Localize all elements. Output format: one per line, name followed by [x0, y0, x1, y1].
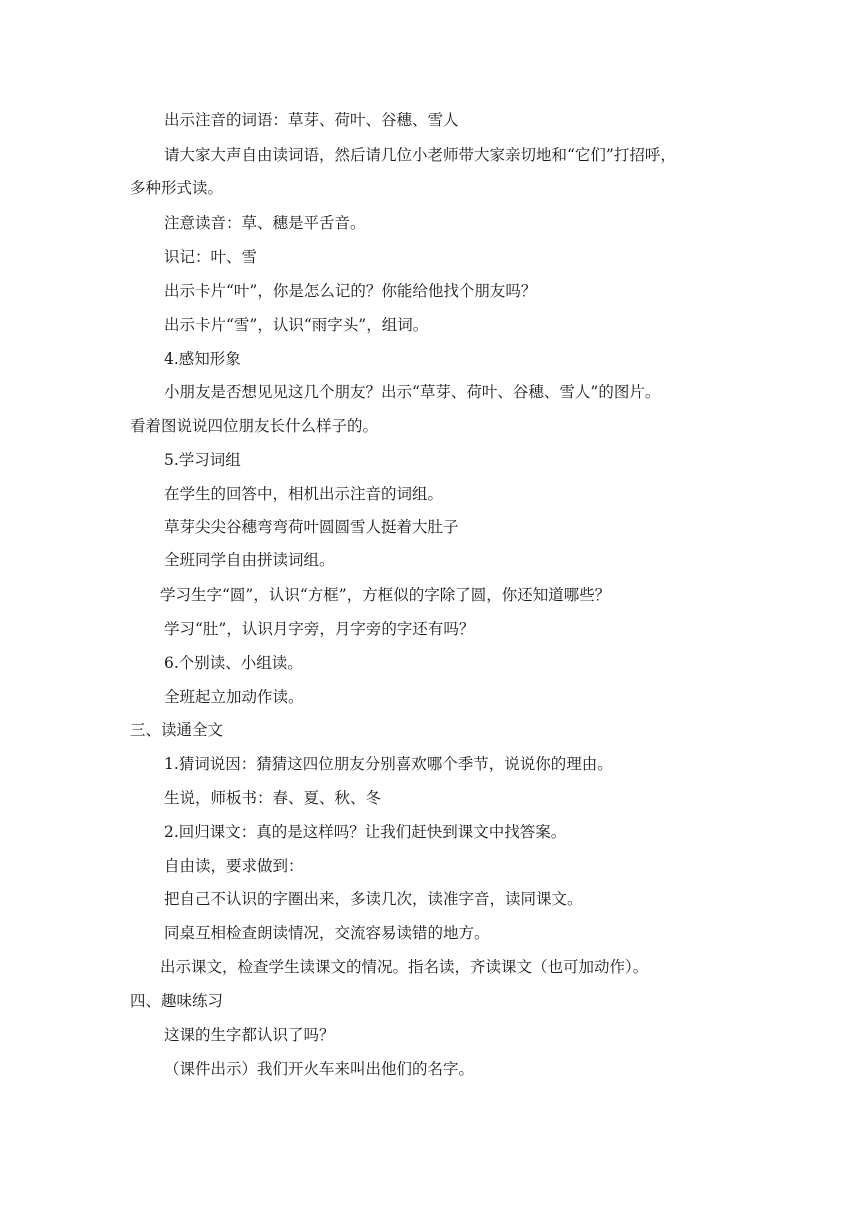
text-line: 同桌互相检查朗读情况，交流容易读错的地方。	[164, 924, 490, 942]
text-line: 出示卡片“叶”，你是怎么记的？你能给他找个朋友吗？	[164, 282, 537, 300]
text-line: 出示卡片“雪”，认识“雨字头”，组词。	[164, 316, 429, 334]
text-line: 这课的生字都认识了吗？	[164, 1026, 335, 1044]
text-line: 把自己不认识的字圈出来，多读几次，读准字音，读同课文。	[164, 890, 583, 908]
text-line: （课件出示）我们开火车来叫出他们的名字。	[164, 1060, 475, 1078]
text-line: 出示注音的词语：草芽、荷叶、谷穗、雪人	[164, 111, 459, 129]
text-line: 全班同学自由拼读词组。	[164, 551, 335, 569]
text-line: 全班起立加动作读。	[164, 688, 304, 706]
text-line: 小朋友是否想见见这几个朋友？出示“草芽、荷叶、谷穗、雪人”的图片。	[164, 383, 661, 401]
text-line: 学习“肚”，认识月字旁，月字旁的字还有吗？	[164, 620, 475, 638]
section-heading: 三、读通全文	[130, 721, 224, 739]
text-line: 1.猜词说因：猜猜这四位朋友分别喜欢哪个季节，说说你的理由。	[164, 755, 613, 773]
section-heading: 5.学习词组	[164, 451, 241, 469]
section-heading: 四、趣味练习	[130, 992, 224, 1010]
text-line: 注意读音：草、穗是平舌音。	[164, 214, 366, 232]
text-line: 自由读，要求做到：	[164, 857, 304, 875]
section-heading: 6.个别读、小组读。	[164, 654, 303, 672]
text-line: 草芽尖尖谷穗弯弯荷叶圆圆雪人挺着大肚子	[164, 518, 459, 536]
text-line: 识记：叶、雪	[164, 248, 258, 266]
text-line: 多种形式读。	[130, 179, 224, 197]
text-line: 生说，师板书：春、夏、秋、冬	[164, 789, 382, 807]
text-line: 出示课文，检查学生读课文的情况。指名读，齐读课文（也可加动作）。	[160, 958, 649, 976]
text-line: 请大家大声自由读词语，然后请几位小老师带大家亲切地和“它们”打招呼，	[164, 146, 676, 164]
text-line: 2.回归课文：真的是这样吗？让我们赶快到课文中找答案。	[164, 823, 567, 841]
text-line: 在学生的回答中，相机出示注音的词组。	[164, 485, 444, 503]
text-line: 看着图说说四位朋友长什么样子的。	[130, 417, 379, 435]
text-line: 学习生字“圆”，认识“方框”，方框似的字除了圆，你还知道哪些？	[160, 586, 611, 604]
section-heading: 4.感知形象	[164, 350, 241, 368]
